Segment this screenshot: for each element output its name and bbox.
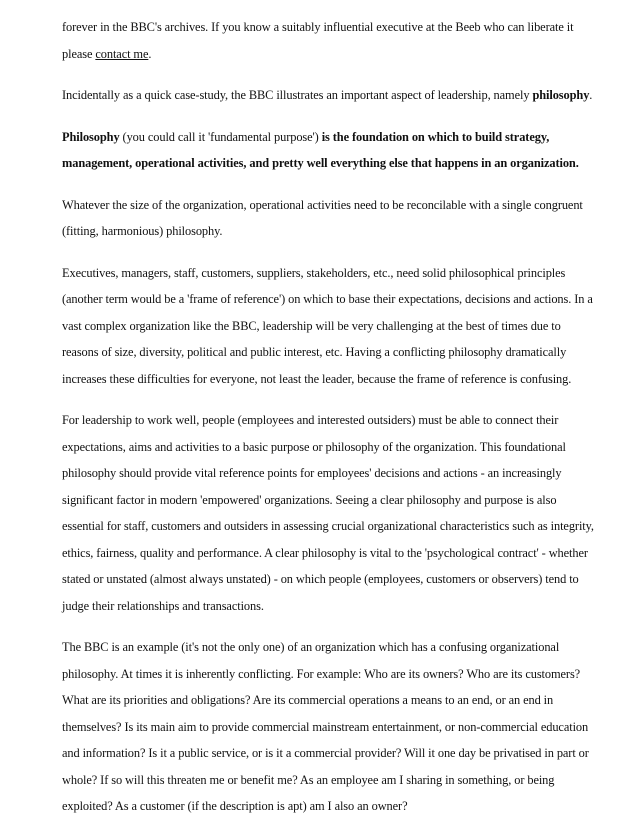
paragraph-case-study-end: . — [589, 88, 593, 102]
paragraph-organization-size: Whatever the size of the organization, operational activities need to be reconcilable with a single congruent (fitting, harmonious) philosophy. — [62, 197, 583, 238]
paragraph-case-study — [62, 82, 598, 109]
paragraph-archives-end: . — [148, 46, 152, 61]
paragraph-archives-text: forever in the BBC's archives. If you know a suitably influential executive at the Beeb who can liberate it please — [62, 20, 574, 61]
paragraph-philosophy-definition — [62, 124, 598, 177]
philosophy-term: philosophy — [532, 88, 590, 102]
philosophy-aside: (you could call it 'fundamental purpose') — [119, 129, 322, 144]
paragraph-frame-of-reference: Executives, managers, staff, customers, suppliers, stakeholders, etc., need solid philosophical principles (another term would be a 'frame of reference') on which to base their expectations, decisions and actions. In a vast complex organization like the BBC, leadership will be very challenging at the best of times due to reasons of size, diversity, political and public interest, etc. Having a conflicting philosophy dramatically increases these difficulties for everyone, not least the leader, because the frame of reference is confusing. — [62, 265, 593, 386]
paragraph-bbc-example: The BBC is an example (it's not the only one) of an organization which has a confusing organizational philosophy. At times it is inherently conflicting. For example: Who are its owners? Who are its customers? What are its priorities and obligations? Are its commercial operations a means to an end, or an end in themselves? Is its main aim to provide commercial mainstream entertainment, or non-commercial education and information? Is it a public service, or is it a commercial provider? Will it one day be privatised in part or whole? If so will this threaten me or benefit me? As an employee am I sharing in something, or being exploited? As a customer (if the description is apt) am I also an owner? — [62, 640, 589, 813]
philosophy-heading: Philosophy — [62, 129, 120, 144]
contact-me-link[interactable]: contact me — [95, 46, 149, 61]
paragraph-leadership: For leadership to work well, people (employees and interested outsiders) must be able to connect their expectations, aims and activities to a basic purpose or philosophy of the organization. This foundational philosophy should provide vital reference points for employees' decisions and actions - an increasingly significant factor in modern 'empowered' organizations. Seeing a clear philosophy and purpose is also essential for staff, customers and outsiders in assessing crucial organizational characteristics such as integrity, ethics, fairness, quality and performance. A clear philosophy is vital to the 'psychological contract' - whether stated or unstated (almost always unstated) - on which people (employees, customers or observers) tend to judge their relationships and transactions. — [62, 413, 594, 613]
paragraph-archives — [62, 14, 598, 67]
paragraph-case-study-text: Incidentally as a quick case-study, the BBC illustrates an important aspect of leadership, namely — [62, 88, 533, 102]
philosophy-foundation: is the foundation on which to build strategy, management, operational activities, and pretty well everything else that happens in an organization. — [62, 129, 579, 170]
